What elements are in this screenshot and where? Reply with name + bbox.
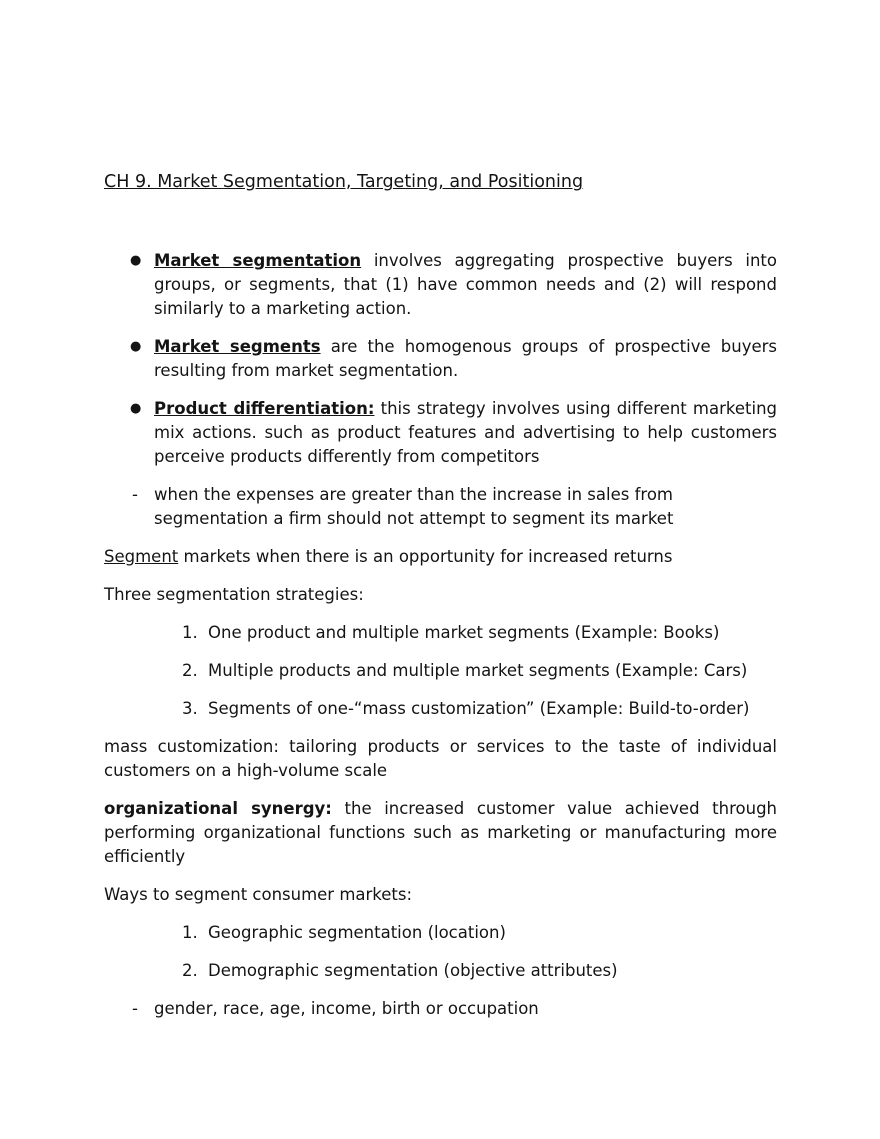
strategy-item-2 [104,659,777,683]
bullet-icon: ● [130,401,142,416]
note-text: when the expenses are greater than the increase in sales from segmentation a firm should not attempt to segment its market [154,485,674,528]
list-number: 1. [182,623,198,642]
definition-term: Market segments [154,337,321,356]
bullet-icon: ● [130,253,142,268]
segment-rule-line [104,545,777,569]
list-number: 1. [182,923,198,942]
way-text: Geographic segmentation (location) [208,923,506,942]
strategy-item-1 [104,621,777,645]
definition-text [154,249,777,321]
strategy-text: Multiple products and multiple market segments (Example: Cars) [208,661,748,680]
list-number: 3. [182,699,198,718]
page-title: CH 9. Market Segmentation, Targeting, and Positioning [104,172,584,192]
way-item-2 [104,959,777,983]
definition-term: Product differentiation: [154,399,375,418]
organizational-synergy-definition [104,797,777,869]
way-text: Demographic segmentation (objective attributes) [208,961,618,980]
ways-heading: Ways to segment consumer markets: [104,885,413,904]
strategies-heading: Three segmentation strategies: [104,585,364,604]
note-demographic-attributes [104,997,777,1021]
definition-text [154,335,777,383]
dash-icon: - [132,485,138,504]
definition-text [154,397,777,469]
dash-icon: - [132,999,138,1018]
bullet-icon: ● [130,339,142,354]
note-expenses [104,483,777,531]
definition-body: the increased customer value achieved through performing organizational functions such as marketing or manufacturing more efficiently [104,799,777,866]
definition-body: this strategy involves using different marketing mix actions. such as product features and advertising to help customers perceive products differently from competitors [154,399,777,466]
segment-rule-lead: Segment [104,547,179,566]
list-number: 2. [182,961,198,980]
definition-product-differentiation [104,397,777,469]
mass-customization-definition: mass customization: tailoring products or services to the taste of individual customers on a high-volume scale [104,737,777,780]
definition-market-segmentation [104,249,777,321]
way-item-1 [104,921,777,945]
definition-market-segments [104,335,777,383]
list-number: 2. [182,661,198,680]
strategy-text: Segments of one-“mass customization” (Example: Build-to-order) [208,699,750,718]
definition-body: involves aggregating prospective buyers into groups, or segments, that (1) have common needs and (2) will respond similarly to a marketing action. [154,251,777,318]
definition-body: are the homogenous groups of prospective buyers resulting from market segmentation. [154,337,777,380]
note-text: gender, race, age, income, birth or occupation [154,999,539,1018]
definition-term: Market segmentation [154,251,362,270]
definition-term: organizational synergy: [104,799,332,818]
strategy-item-3 [104,697,777,721]
segment-rule-body: markets when there is an opportunity for increased returns [183,547,673,566]
strategy-text: One product and multiple market segments (Example: Books) [208,623,720,642]
